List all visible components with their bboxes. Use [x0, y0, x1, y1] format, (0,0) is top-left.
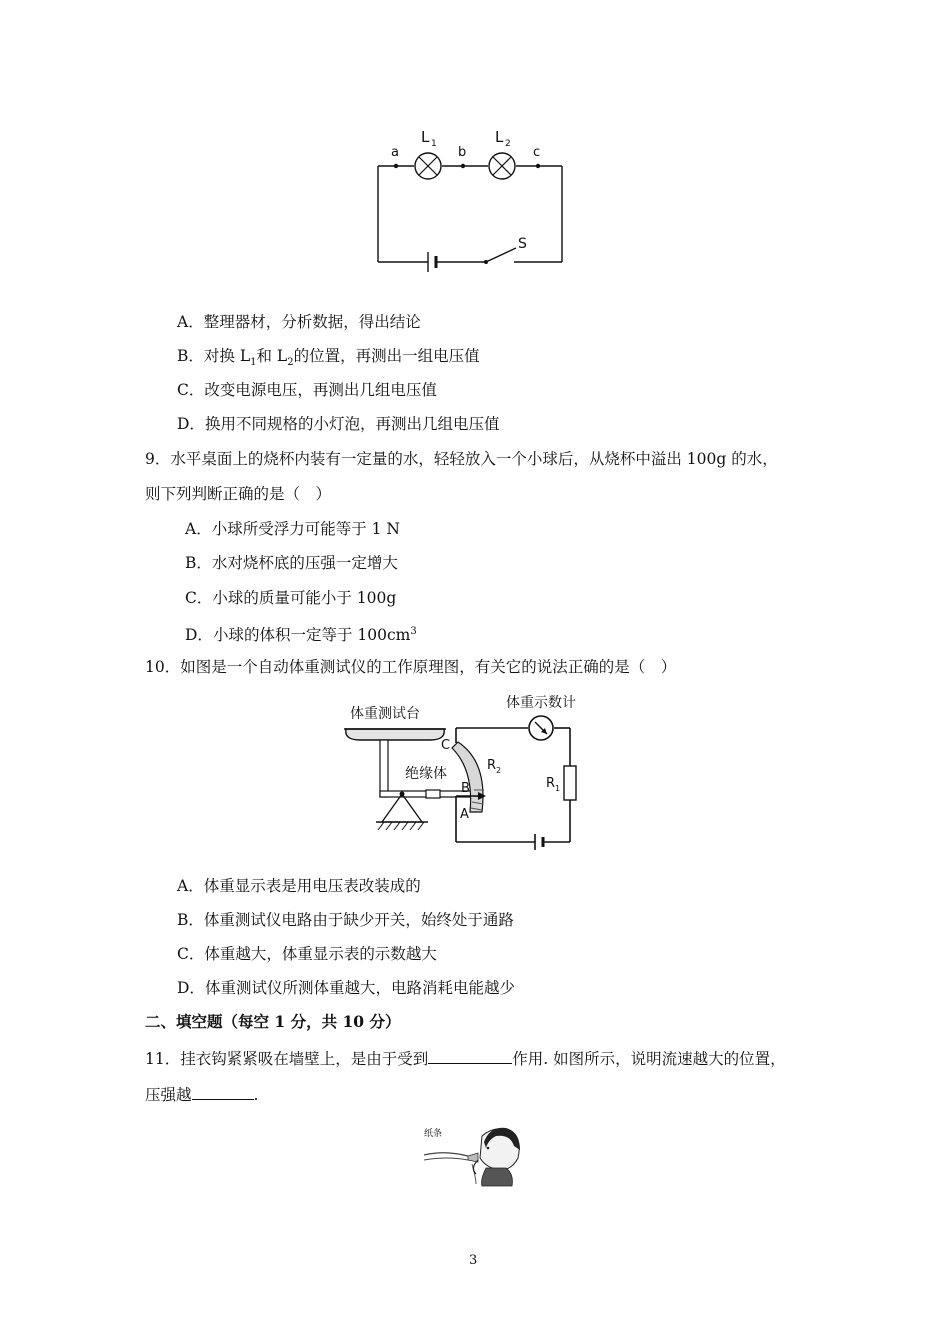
q9-option-b: B．水对烧杯底的压强一定增大: [185, 554, 398, 572]
label-r2: R: [487, 758, 497, 773]
q8-option-c: C．改变电源电压，再测出几组电压值: [177, 381, 437, 399]
label-l2-sub: 2: [505, 139, 511, 149]
platform-label: 体重测试台: [350, 706, 420, 722]
q9-option-a: A．小球所受浮力可能等于 1 N: [185, 520, 400, 538]
insulator-label: 绝缘体: [405, 766, 447, 782]
q8-option-a: A．整理器材，分析数据，得出结论: [177, 313, 421, 331]
meter-label: 体重示数计: [506, 695, 576, 711]
label-a-point: A: [460, 807, 469, 822]
label-a: a: [391, 145, 399, 160]
label-l1-sub: 1: [431, 139, 437, 149]
label-b-point: B: [461, 781, 470, 796]
label-c-point: C: [441, 738, 451, 753]
label-r1: R: [546, 776, 556, 791]
q10-option-b: B．体重测试仪电路由于缺少开关，始终处于通路: [177, 911, 514, 929]
q9-stem-line2: 则下列判断正确的是（ ）: [145, 485, 332, 503]
q10-option-c: C．体重越大，体重显示表的示数越大: [177, 945, 437, 963]
q8-option-b: B．对换 $L_1$和 $L_2$的位置，再测出一组电压值: [177, 347, 480, 369]
q10-option-d: D．体重测试仪所测体重越大，电路消耗电能越少: [177, 979, 515, 997]
q10-option-a: A．体重显示表是用电压表改装成的: [177, 877, 421, 895]
page-number: 3: [469, 1253, 478, 1268]
label-b: b: [458, 145, 467, 160]
paper-strip-label: 纸条: [424, 1129, 443, 1139]
q9-stem-line1: 9．水平桌面上的烧杯内装有一定量的水，轻轻放入一个小球后，从烧杯中溢出 100g 的水，: [145, 450, 778, 468]
q8-option-d: D．换用不同规格的小灯泡，再测出几组电压值: [177, 415, 500, 433]
q9-option-c: C．小球的质量可能小于 100g: [185, 589, 397, 607]
label-l1: L: [421, 128, 430, 146]
q9-option-d: D．小球的体积一定等于 $100cm^3$: [185, 626, 417, 645]
label-r2-sub: 2: [496, 766, 502, 775]
label-r1-sub: 1: [555, 784, 561, 793]
q10-stem: 10．如图是一个自动体重测试仪的工作原理图，有关它的说法正确的是（ ）: [145, 658, 677, 676]
label-l2: L: [495, 128, 504, 146]
label-s: S: [518, 236, 527, 252]
q11-line2: 压强越 .: [145, 1083, 258, 1105]
label-c: c: [533, 145, 541, 160]
q11-line1: 11．挂衣钩紧紧吸在墙壁上，是由于受到 作用. 如图所示，说明流速越大的位置，: [145, 1047, 786, 1069]
section-title: 二、填空题（每空 1 分，共 10 分）: [145, 1012, 401, 1031]
